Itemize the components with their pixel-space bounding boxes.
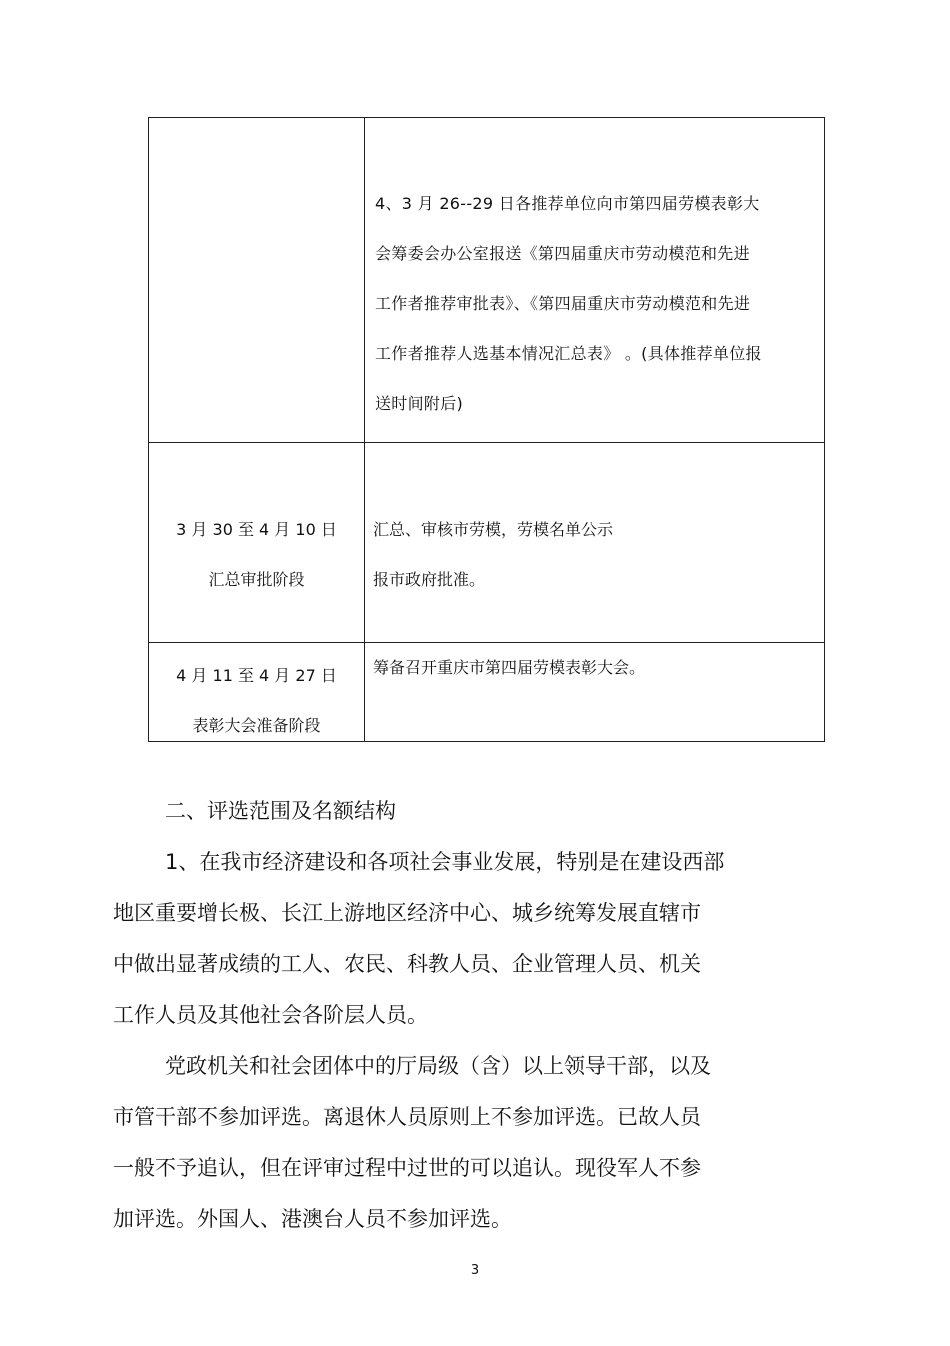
paragraph-line: 中做出显著成绩的工人、农民、科教人员、企业管理人员、机关 xyxy=(113,952,701,976)
table-cell-task xyxy=(365,643,825,742)
schedule-table xyxy=(148,117,825,742)
text-line: 报市政府批准。 xyxy=(373,570,486,589)
section-heading: 二、评选范围及名额结构 xyxy=(165,799,396,823)
table-cell-date xyxy=(149,118,365,443)
paragraph-line: 一般不予追认，但在评审过程中过世的可以追认。现役军人不参 xyxy=(113,1156,701,1180)
paragraph-line: 党政机关和社会团体中的厅局级（含）以上领导干部，以及 xyxy=(165,1054,711,1078)
stage-label xyxy=(149,651,364,751)
table-row xyxy=(149,118,825,443)
paragraph-line: 工作人员及其他社会各阶层人员。 xyxy=(113,1003,428,1027)
task-text xyxy=(375,179,815,429)
table-cell-task xyxy=(365,443,825,643)
section-body xyxy=(113,786,793,1245)
date-range: 4 月 11 至 4 月 27 日 xyxy=(176,666,337,685)
table-row xyxy=(149,443,825,643)
paragraph-line: 1、在我市经济建设和各项社会事业发展，特别是在建设西部 xyxy=(165,850,725,874)
paragraph-line: 加评选。外国人、港澳台人员不参加评选。 xyxy=(113,1207,512,1231)
paragraph-line: 市管干部不参加评选。离退休人员原则上不参加评选。已故人员 xyxy=(113,1105,701,1129)
stage-name: 汇总审批阶段 xyxy=(208,570,305,589)
text-line: 筹备召开重庆市第四届劳模表彰大会。 xyxy=(373,658,646,677)
text-line: 工作者推荐人选基本情况汇总表》 。(具体推荐单位报 xyxy=(375,344,762,363)
text-line: 会筹委会办公室报送《第四届重庆市劳动模范和先进 xyxy=(375,244,750,263)
table-cell-task xyxy=(365,118,825,443)
table-cell-date xyxy=(149,443,365,643)
text-line: 4、3 月 26--29 日各推荐单位向市第四届劳模表彰大 xyxy=(375,194,760,213)
stage-label xyxy=(149,505,364,605)
page-number: 3 xyxy=(470,1263,480,1278)
date-range: 3 月 30 至 4 月 10 日 xyxy=(176,520,337,539)
table-cell-date xyxy=(149,643,365,742)
text-line: 工作者推荐审批表》、《第四届重庆市劳动模范和先进 xyxy=(375,294,751,313)
text-line: 送时间附后) xyxy=(375,394,464,413)
table-row xyxy=(149,643,825,742)
stage-name: 表彰大会准备阶段 xyxy=(192,716,321,735)
text-line: 汇总、审核市劳模，劳模名单公示 xyxy=(373,520,614,539)
task-text xyxy=(373,505,613,605)
task-text xyxy=(373,655,645,681)
paragraph-line: 地区重要增长极、长江上游地区经济中心、城乡统筹发展直辖市 xyxy=(113,901,701,925)
